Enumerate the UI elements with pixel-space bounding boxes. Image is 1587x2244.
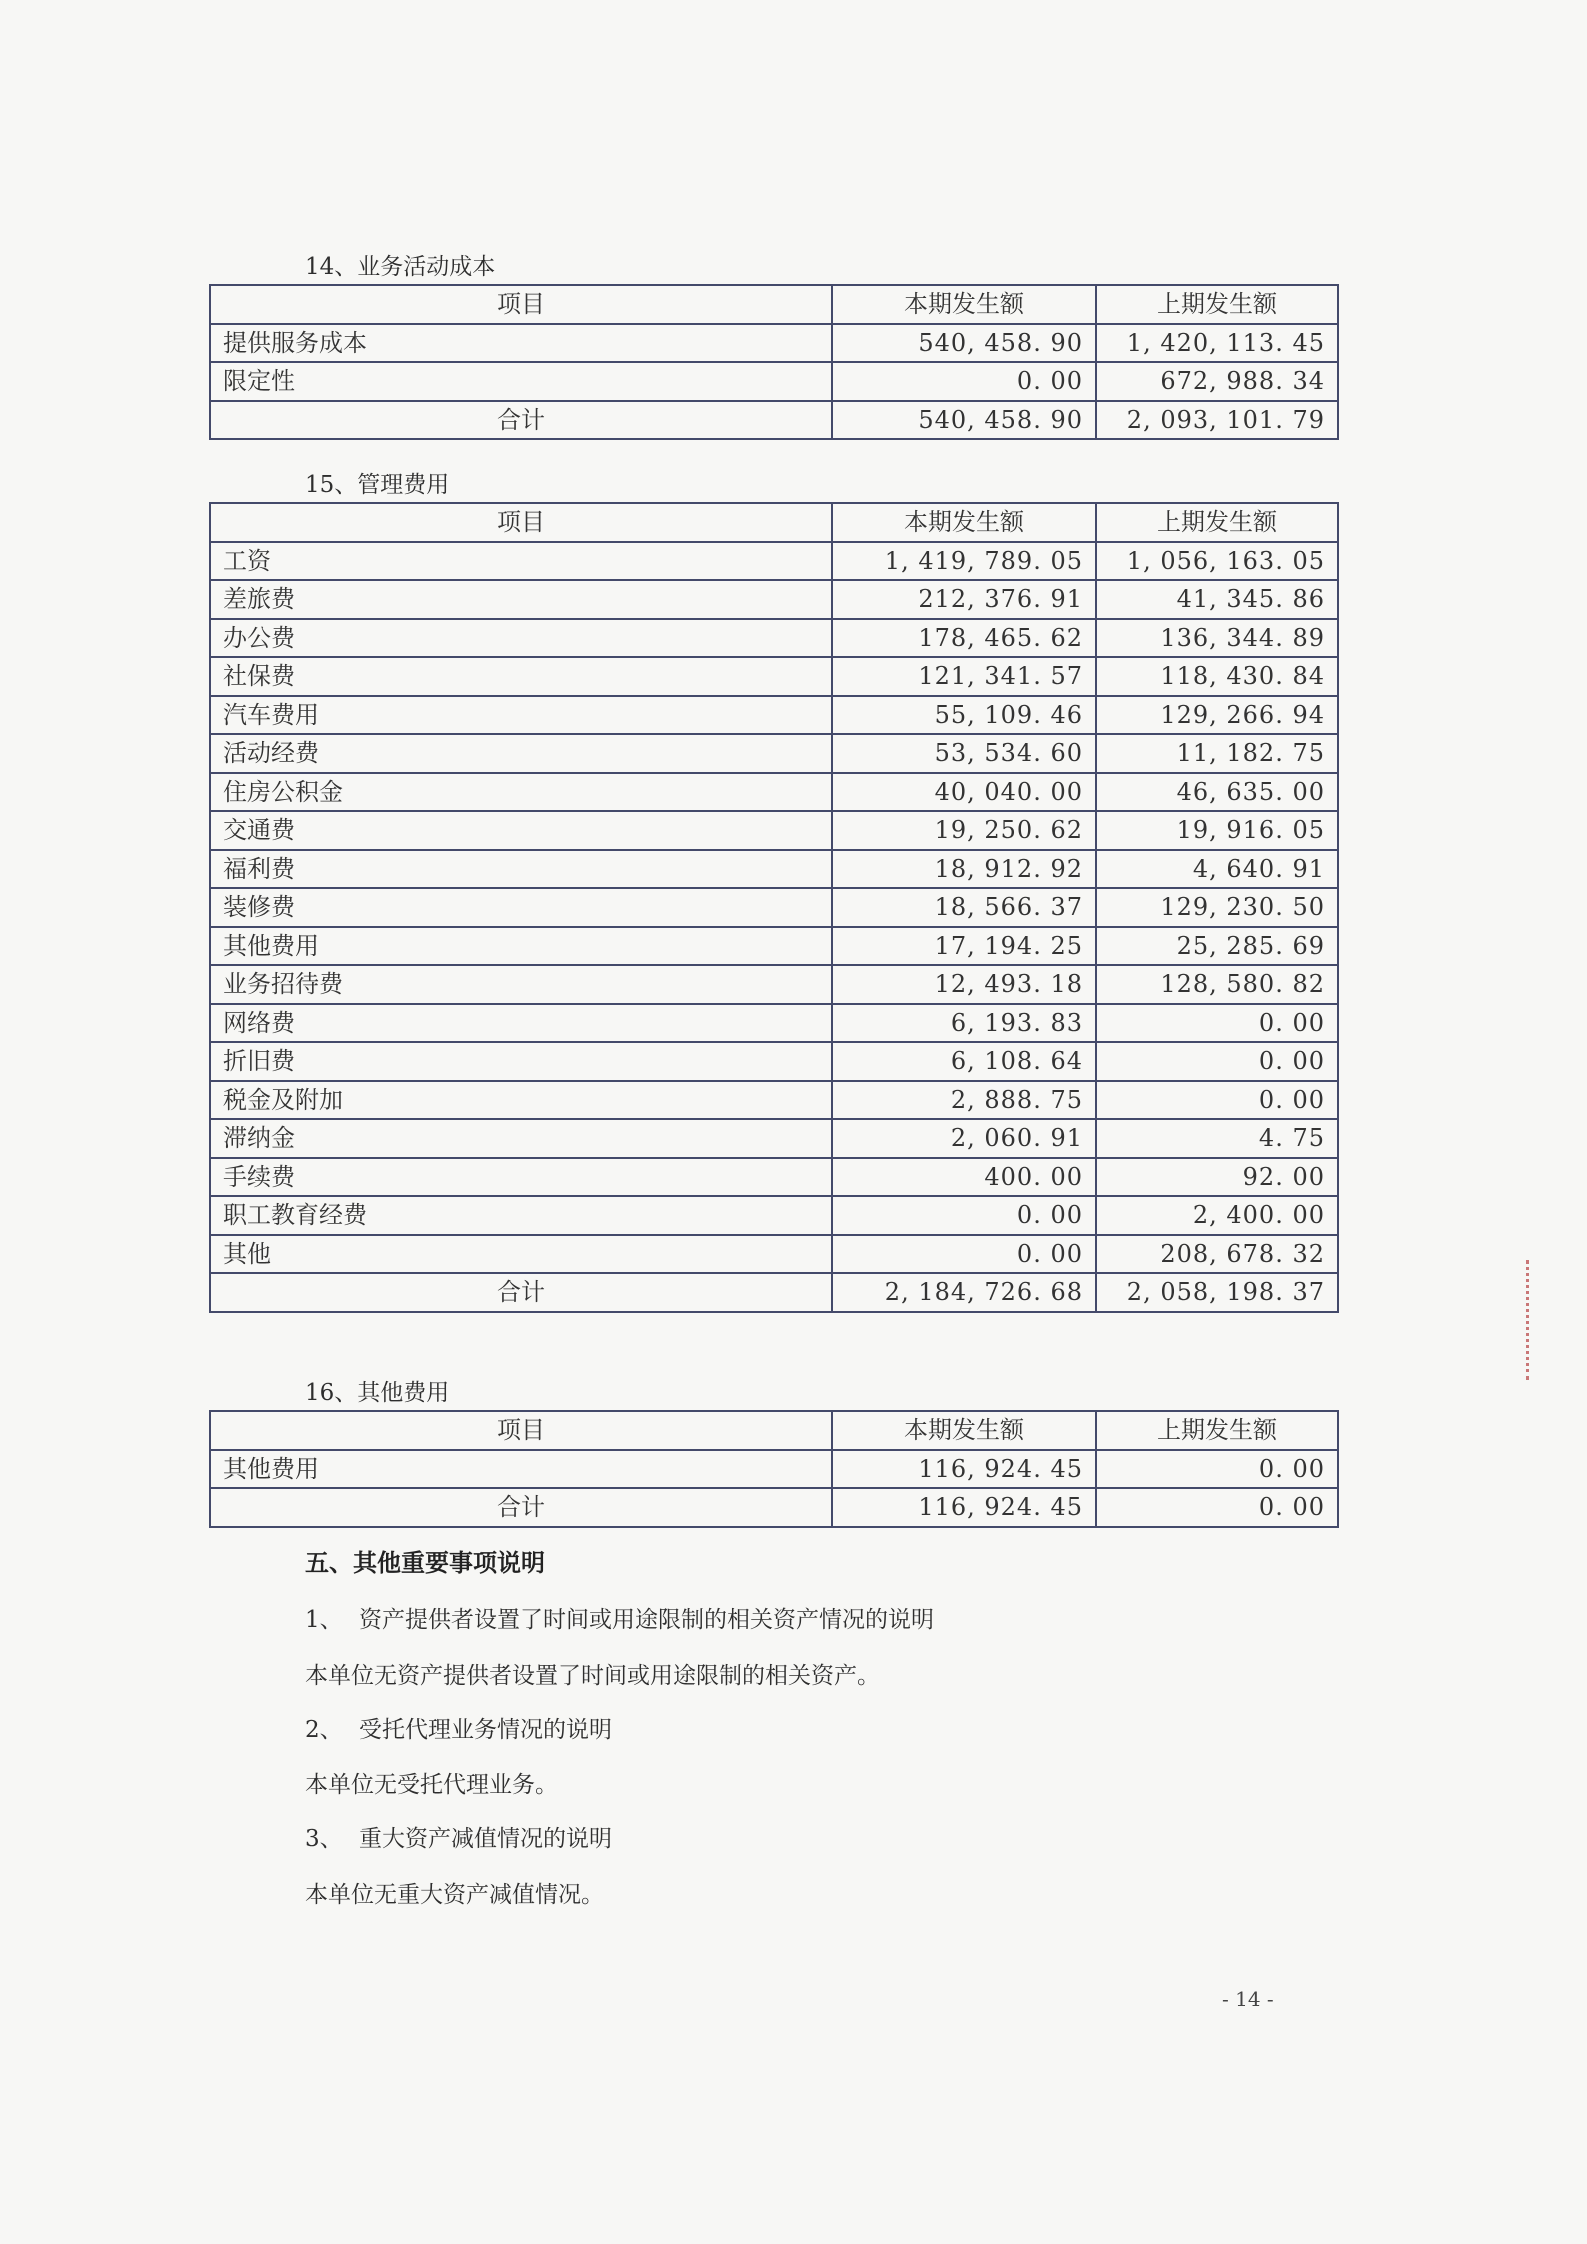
- row-prior-amount: 0. 00: [1096, 1081, 1338, 1120]
- item-1-title: [305, 1601, 934, 1634]
- row-current-amount: 178, 465. 62: [832, 619, 1096, 658]
- item-3-index: 3、: [305, 1826, 343, 1852]
- table-row: [210, 696, 1338, 735]
- table-row: [210, 1119, 1338, 1158]
- table-row: [210, 965, 1338, 1004]
- row-prior-amount: 4. 75: [1096, 1119, 1338, 1158]
- row-label: 职工教育经费: [210, 1196, 832, 1235]
- table-header-row: [210, 503, 1338, 542]
- column-header-prior: 上期发生额: [1096, 285, 1338, 324]
- row-current-amount: 55, 109. 46: [832, 696, 1096, 735]
- section-16-table: [209, 1410, 1339, 1528]
- part-5-heading: 五、其他重要事项说明: [305, 1548, 545, 1577]
- row-label: 税金及附加: [210, 1081, 832, 1120]
- row-current-amount: 18, 566. 37: [832, 888, 1096, 927]
- row-label: 交通费: [210, 811, 832, 850]
- row-current-amount: 53, 534. 60: [832, 734, 1096, 773]
- row-label: 提供服务成本: [210, 324, 832, 363]
- table-row: [210, 811, 1338, 850]
- row-label: 福利费: [210, 850, 832, 889]
- table-row: [210, 1450, 1338, 1489]
- table-row: [210, 734, 1338, 773]
- table-row: [210, 1004, 1338, 1043]
- row-current-amount: 17, 194. 25: [832, 927, 1096, 966]
- row-prior-amount: 136, 344. 89: [1096, 619, 1338, 658]
- column-header-current: 本期发生额: [832, 1411, 1096, 1450]
- row-prior-amount: 0. 00: [1096, 1004, 1338, 1043]
- table-row: [210, 850, 1338, 889]
- section-16-title: 16、其他费用: [305, 1380, 450, 1406]
- row-label: 折旧费: [210, 1042, 832, 1081]
- row-prior-amount: 129, 230. 50: [1096, 888, 1338, 927]
- row-prior-amount: 208, 678. 32: [1096, 1235, 1338, 1274]
- table-row: [210, 542, 1338, 581]
- item-3-title: [305, 1820, 612, 1853]
- row-prior-amount: 1, 420, 113. 45: [1096, 324, 1338, 363]
- row-label: 差旅费: [210, 580, 832, 619]
- row-current-amount: 2, 060. 91: [832, 1119, 1096, 1158]
- total-current-amount: 2, 184, 726. 68: [832, 1273, 1096, 1312]
- row-current-amount: 1, 419, 789. 05: [832, 542, 1096, 581]
- row-label: 装修费: [210, 888, 832, 927]
- row-current-amount: 19, 250. 62: [832, 811, 1096, 850]
- row-current-amount: 121, 341. 57: [832, 657, 1096, 696]
- row-current-amount: 2, 888. 75: [832, 1081, 1096, 1120]
- column-header-item: 项目: [210, 503, 832, 542]
- row-label: 滞纳金: [210, 1119, 832, 1158]
- section-14-title: 14、业务活动成本: [305, 254, 496, 280]
- stamp-edge-mark: [1526, 1260, 1532, 1380]
- row-label: 社保费: [210, 657, 832, 696]
- row-current-amount: 12, 493. 18: [832, 965, 1096, 1004]
- row-label: 限定性: [210, 362, 832, 401]
- row-label: 业务招待费: [210, 965, 832, 1004]
- item-1-title-text: 资产提供者设置了时间或用途限制的相关资产情况的说明: [359, 1607, 934, 1633]
- item-2-title-text: 受托代理业务情况的说明: [359, 1717, 612, 1743]
- row-prior-amount: 0. 00: [1096, 1042, 1338, 1081]
- item-2-title: [305, 1711, 612, 1744]
- row-prior-amount: 129, 266. 94: [1096, 696, 1338, 735]
- item-2-index: 2、: [305, 1717, 343, 1743]
- row-current-amount: 212, 376. 91: [832, 580, 1096, 619]
- row-current-amount: 6, 193. 83: [832, 1004, 1096, 1043]
- item-1-body: 本单位无资产提供者设置了时间或用途限制的相关资产。: [305, 1663, 880, 1689]
- item-3-title-text: 重大资产减值情况的说明: [359, 1826, 612, 1852]
- total-label: 合计: [210, 1488, 832, 1527]
- row-current-amount: 540, 458. 90: [832, 324, 1096, 363]
- table-row: [210, 1042, 1338, 1081]
- row-current-amount: 0. 00: [832, 1196, 1096, 1235]
- row-current-amount: 18, 912. 92: [832, 850, 1096, 889]
- row-current-amount: 0. 00: [832, 1235, 1096, 1274]
- row-prior-amount: 19, 916. 05: [1096, 811, 1338, 850]
- item-3-body: 本单位无重大资产减值情况。: [305, 1882, 604, 1908]
- row-prior-amount: 92. 00: [1096, 1158, 1338, 1197]
- column-header-prior: 上期发生额: [1096, 503, 1338, 542]
- total-current-amount: 540, 458. 90: [832, 401, 1096, 440]
- total-label: 合计: [210, 1273, 832, 1312]
- table-row: [210, 362, 1338, 401]
- total-current-amount: 116, 924. 45: [832, 1488, 1096, 1527]
- row-prior-amount: 41, 345. 86: [1096, 580, 1338, 619]
- row-current-amount: 0. 00: [832, 362, 1096, 401]
- row-label: 住房公积金: [210, 773, 832, 812]
- row-label: 其他费用: [210, 1450, 832, 1489]
- row-label: 办公费: [210, 619, 832, 658]
- table-header-row: [210, 1411, 1338, 1450]
- row-prior-amount: 11, 182. 75: [1096, 734, 1338, 773]
- table-row: [210, 773, 1338, 812]
- row-label: 其他: [210, 1235, 832, 1274]
- row-prior-amount: 128, 580. 82: [1096, 965, 1338, 1004]
- table-total-row: [210, 401, 1338, 440]
- column-header-current: 本期发生额: [832, 285, 1096, 324]
- table-row: [210, 324, 1338, 363]
- table-row: [210, 580, 1338, 619]
- table-row: [210, 619, 1338, 658]
- section-15-table: [209, 502, 1339, 1313]
- row-label: 工资: [210, 542, 832, 581]
- row-current-amount: 6, 108. 64: [832, 1042, 1096, 1081]
- row-current-amount: 40, 040. 00: [832, 773, 1096, 812]
- table-row: [210, 1196, 1338, 1235]
- table-row: [210, 927, 1338, 966]
- total-prior-amount: 2, 058, 198. 37: [1096, 1273, 1338, 1312]
- row-prior-amount: 0. 00: [1096, 1450, 1338, 1489]
- table-total-row: [210, 1273, 1338, 1312]
- row-label: 汽车费用: [210, 696, 832, 735]
- total-label: 合计: [210, 401, 832, 440]
- table-row: [210, 1235, 1338, 1274]
- row-label: 其他费用: [210, 927, 832, 966]
- section-14-table: [209, 284, 1339, 440]
- table-row: [210, 657, 1338, 696]
- row-prior-amount: 46, 635. 00: [1096, 773, 1338, 812]
- item-1-index: 1、: [305, 1607, 343, 1633]
- row-prior-amount: 1, 056, 163. 05: [1096, 542, 1338, 581]
- column-header-current: 本期发生额: [832, 503, 1096, 542]
- table-row: [210, 1081, 1338, 1120]
- column-header-item: 项目: [210, 1411, 832, 1450]
- table-row: [210, 1158, 1338, 1197]
- row-label: 手续费: [210, 1158, 832, 1197]
- row-prior-amount: 118, 430. 84: [1096, 657, 1338, 696]
- row-prior-amount: 4, 640. 91: [1096, 850, 1338, 889]
- total-prior-amount: 0. 00: [1096, 1488, 1338, 1527]
- column-header-prior: 上期发生额: [1096, 1411, 1338, 1450]
- row-prior-amount: 25, 285. 69: [1096, 927, 1338, 966]
- section-15-title: 15、管理费用: [305, 472, 450, 498]
- row-current-amount: 400. 00: [832, 1158, 1096, 1197]
- page-number: - 14 -: [1222, 1987, 1274, 2011]
- total-prior-amount: 2, 093, 101. 79: [1096, 401, 1338, 440]
- row-label: 活动经费: [210, 734, 832, 773]
- row-current-amount: 116, 924. 45: [832, 1450, 1096, 1489]
- table-row: [210, 888, 1338, 927]
- row-prior-amount: 672, 988. 34: [1096, 362, 1338, 401]
- table-total-row: [210, 1488, 1338, 1527]
- row-label: 网络费: [210, 1004, 832, 1043]
- column-header-item: 项目: [210, 285, 832, 324]
- table-header-row: [210, 285, 1338, 324]
- row-prior-amount: 2, 400. 00: [1096, 1196, 1338, 1235]
- item-2-body: 本单位无受托代理业务。: [305, 1772, 558, 1798]
